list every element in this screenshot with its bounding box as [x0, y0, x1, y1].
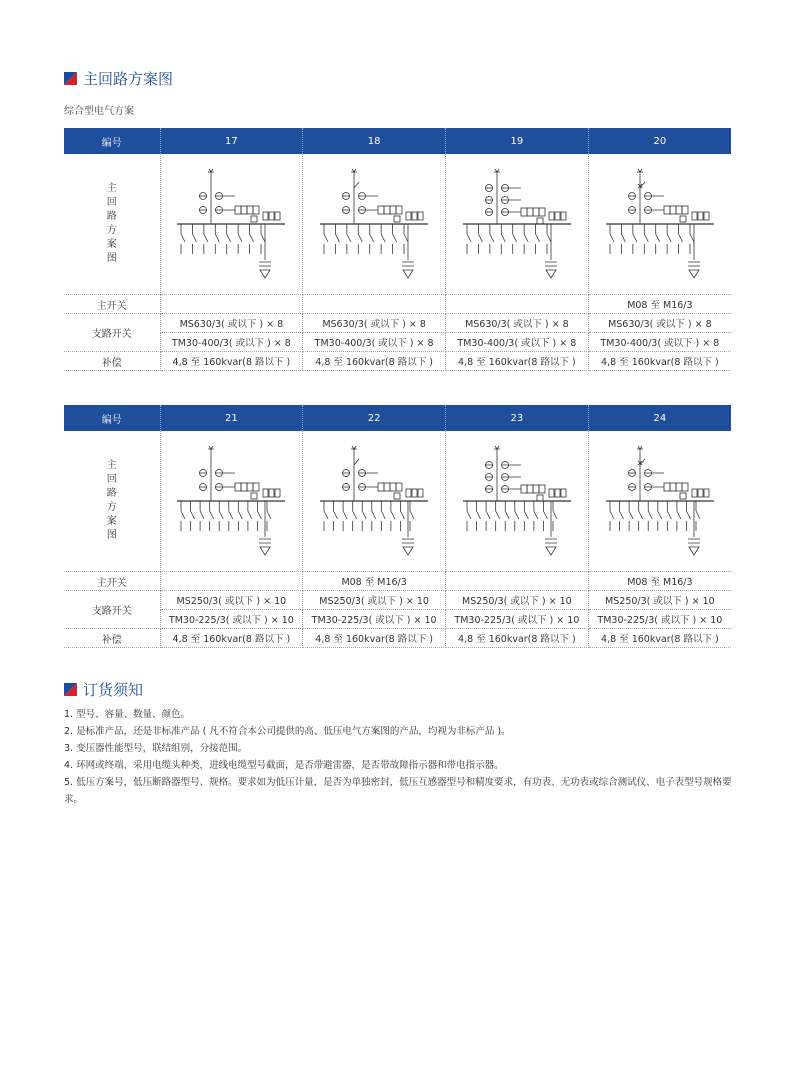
diagram-row-label: 主 回 路 方 案 图 — [64, 431, 160, 572]
branch-switch-value: MS630/3( 或以下 ) × 8 — [588, 314, 731, 333]
single-line-diagram — [306, 435, 442, 567]
scheme-number: 21 — [160, 405, 303, 431]
section-heading-main-circuit — [64, 68, 173, 89]
branch-switch-value: MS250/3( 或以下 ) × 10 — [588, 591, 731, 610]
scheme-table-2 — [64, 405, 731, 648]
single-line-diagram — [449, 435, 585, 567]
main-switch-value — [303, 295, 446, 314]
single-line-diagram — [163, 158, 299, 290]
circuit-diagram — [160, 154, 303, 295]
branch-switch-label: 支路开关 — [64, 591, 160, 629]
main-switch-value — [160, 572, 303, 591]
scheme-number: 22 — [303, 405, 446, 431]
section-subtitle: 综合型电气方案 — [64, 106, 134, 117]
single-line-diagram — [592, 158, 728, 290]
branch-switch-value: MS250/3( 或以下 ) × 10 — [303, 591, 446, 610]
branch-switch-value: MS630/3( 或以下 ) × 8 — [160, 314, 303, 333]
branch-switch-value: TM30-400/3( 或以下 ) × 8 — [588, 333, 731, 352]
note-item: 3. 变压器性能型号，联结组别，分接范围。 — [64, 743, 248, 754]
main-switch-label: 主开关 — [64, 572, 160, 591]
circuit-diagram — [446, 431, 589, 572]
branch-switch-value: MS250/3( 或以下 ) × 10 — [160, 591, 303, 610]
compensation-value: 4,8 至 160kvar(8 路以下 ) — [160, 352, 303, 371]
header-number-label: 编号 — [64, 128, 160, 154]
branch-switch-value: TM30-225/3( 或以下 ) × 10 — [588, 610, 731, 629]
section-title: 主回路方案图 — [83, 70, 174, 88]
circuit-diagram — [303, 154, 446, 295]
ordering-notes — [64, 706, 734, 808]
branch-switch-value: TM30-400/3( 或以下 ) × 8 — [160, 333, 303, 352]
compensation-value: 4,8 至 160kvar(8 路以下 ) — [446, 629, 589, 648]
branch-switch-value: TM30-225/3( 或以下 ) × 10 — [160, 610, 303, 629]
compensation-value: 4,8 至 160kvar(8 路以下 ) — [588, 629, 731, 648]
main-switch-value — [160, 295, 303, 314]
compensation-label: 补偿 — [64, 352, 160, 371]
circuit-diagram — [588, 431, 731, 572]
branch-switch-value: MS630/3( 或以下 ) × 8 — [446, 314, 589, 333]
note-item: 2. 是标准产品，还是非标准产品 ( 凡不符合本公司提供的高、低压电气方案图的产品，均视为非标产品 )。 — [64, 726, 511, 737]
compensation-value: 4,8 至 160kvar(8 路以下 ) — [303, 629, 446, 648]
single-line-diagram — [449, 158, 585, 290]
branch-switch-value: TM30-400/3( 或以下 ) × 8 — [446, 333, 589, 352]
compensation-value: 4,8 至 160kvar(8 路以下 ) — [160, 629, 303, 648]
main-switch-value — [446, 572, 589, 591]
branch-switch-label: 支路开关 — [64, 314, 160, 352]
note-item: 1. 型号、容量、数量、颜色。 — [64, 709, 191, 720]
compensation-value: 4,8 至 160kvar(8 路以下 ) — [446, 352, 589, 371]
section-flag-icon — [64, 683, 77, 696]
compensation-value: 4,8 至 160kvar(8 路以下 ) — [303, 352, 446, 371]
single-line-diagram — [592, 435, 728, 567]
scheme-number: 23 — [446, 405, 589, 431]
section-title: 订货须知 — [83, 681, 144, 699]
header-number-label: 编号 — [64, 405, 160, 431]
branch-switch-value: MS630/3( 或以下 ) × 8 — [303, 314, 446, 333]
main-switch-value: M08 至 M16/3 — [588, 572, 731, 591]
compensation-value: 4,8 至 160kvar(8 路以下 ) — [588, 352, 731, 371]
note-item: 4. 环网或终端，采用电缆头种类，进线电缆型号截面，是否带避雷器，是否带故障指示器和带电指示器。 — [64, 760, 504, 771]
single-line-diagram — [163, 435, 299, 567]
branch-switch-value: TM30-225/3( 或以下 ) × 10 — [446, 610, 589, 629]
circuit-diagram — [303, 431, 446, 572]
scheme-number: 24 — [588, 405, 731, 431]
scheme-number: 17 — [160, 128, 303, 154]
diagram-row-label: 主 回 路 方 案 图 — [64, 154, 160, 295]
scheme-number: 18 — [303, 128, 446, 154]
section-flag-icon — [64, 72, 77, 85]
scheme-table-1 — [64, 128, 731, 371]
main-switch-value: M08 至 M16/3 — [303, 572, 446, 591]
section-heading-ordering — [64, 679, 143, 700]
branch-switch-value: TM30-225/3( 或以下 ) × 10 — [303, 610, 446, 629]
branch-switch-value: TM30-400/3( 或以下 ) × 8 — [303, 333, 446, 352]
scheme-number: 20 — [588, 128, 731, 154]
single-line-diagram — [306, 158, 442, 290]
main-switch-label: 主开关 — [64, 295, 160, 314]
circuit-diagram — [446, 154, 589, 295]
main-switch-value — [446, 295, 589, 314]
circuit-diagram — [160, 431, 303, 572]
main-switch-value: M08 至 M16/3 — [588, 295, 731, 314]
note-item: 5. 低压方案号，低压断路器型号、规格。要求如为低压计量，是否为单独密封，低压互感器型号和精度要求，有功表、无功表或综合测试仪、电子表型号规格要求。 — [64, 777, 732, 805]
scheme-number: 19 — [446, 128, 589, 154]
branch-switch-value: MS250/3( 或以下 ) × 10 — [446, 591, 589, 610]
compensation-label: 补偿 — [64, 629, 160, 648]
circuit-diagram — [588, 154, 731, 295]
